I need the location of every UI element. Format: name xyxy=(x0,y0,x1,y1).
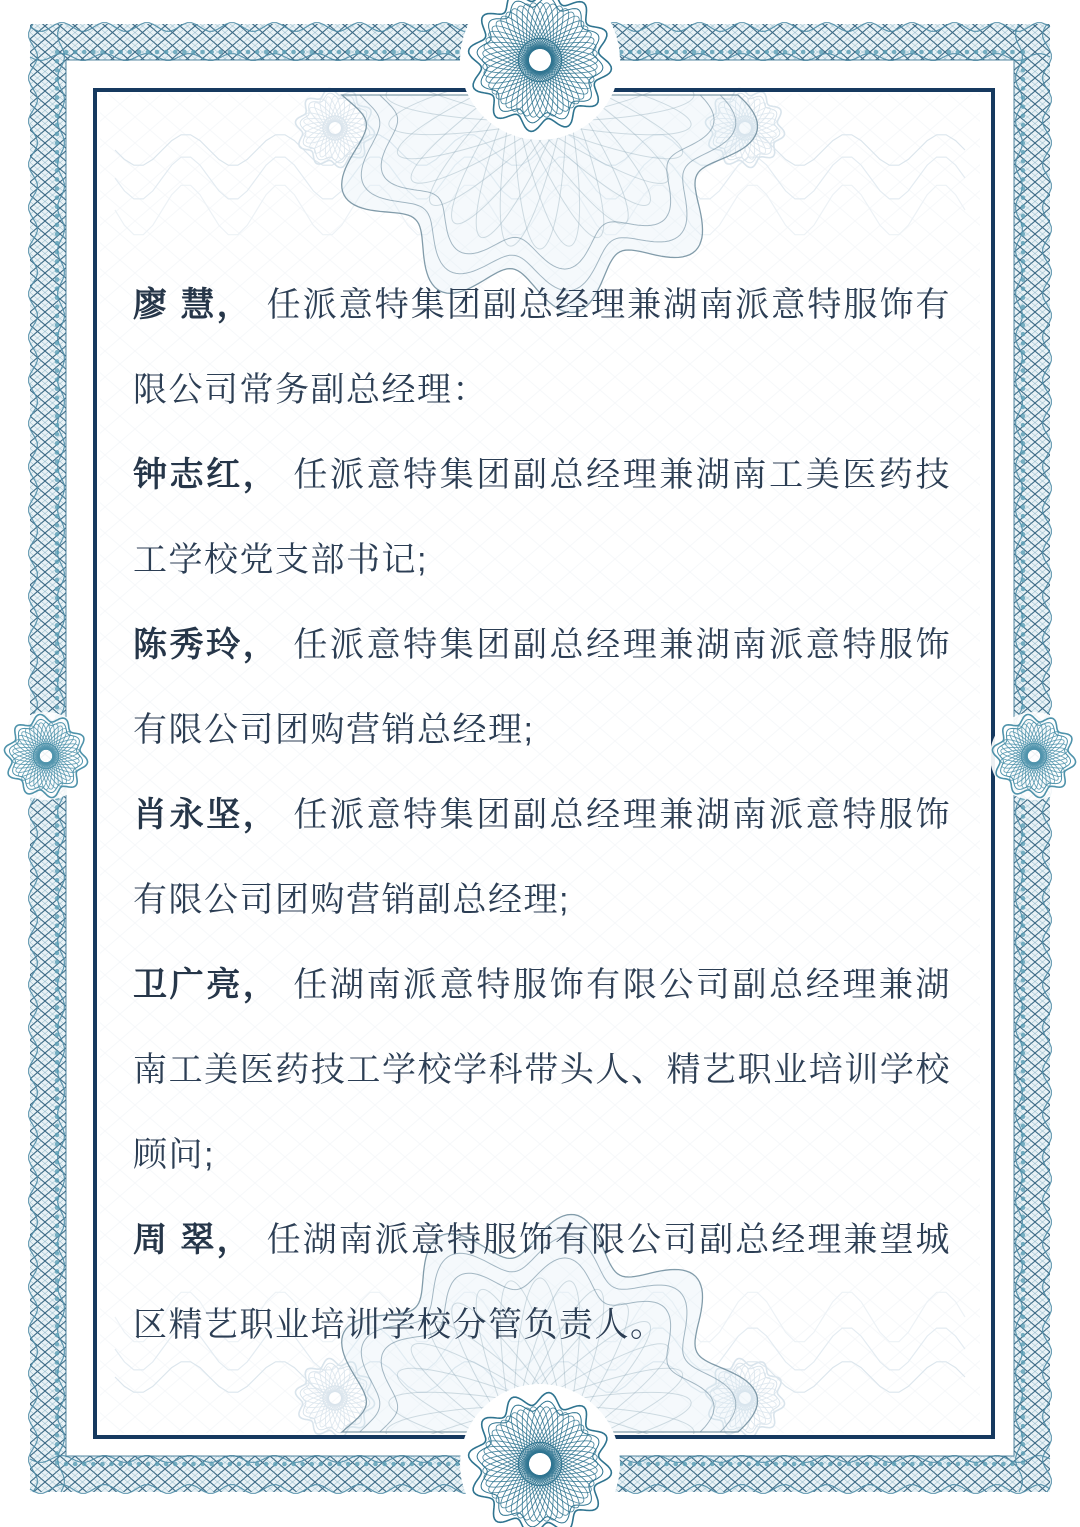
appointment-title: 任派意特集团副总经理兼湖南工美医药技工学校党支部书记; xyxy=(133,456,952,579)
appointment-title: 任湖南派意特服饰有限公司副总经理兼望城区精艺职业培训学校分管负责人。 xyxy=(133,1221,951,1344)
appointment-entry xyxy=(133,603,951,773)
person-name: 廖 慧， xyxy=(133,286,253,324)
appointment-entry xyxy=(133,773,951,943)
appointment-title: 任湖南派意特服饰有限公司副总经理兼湖南工美医药技工学校学科带头人、精艺职业培训学校顾问; xyxy=(133,966,952,1174)
appointment-entry xyxy=(133,263,951,433)
appointment-title: 任派意特集团副总经理兼湖南派意特服饰有限公司常务副总经理： xyxy=(133,286,951,409)
appointment-entry xyxy=(133,943,951,1198)
appointments-text-block xyxy=(133,263,951,1368)
appointment-entry xyxy=(133,433,951,603)
appointment-title: 任派意特集团副总经理兼湖南派意特服饰有限公司团购营销总经理; xyxy=(133,626,952,749)
appointment-title: 任派意特集团副总经理兼湖南派意特服饰有限公司团购营销副总经理; xyxy=(133,796,952,919)
person-name: 肖永坚， xyxy=(133,796,280,834)
appointment-entry xyxy=(133,1198,951,1368)
person-name: 周 翠， xyxy=(133,1221,253,1259)
person-name: 陈秀玲， xyxy=(133,626,280,664)
person-name: 钟志红， xyxy=(133,456,280,494)
person-name: 卫广亮， xyxy=(133,966,280,1004)
